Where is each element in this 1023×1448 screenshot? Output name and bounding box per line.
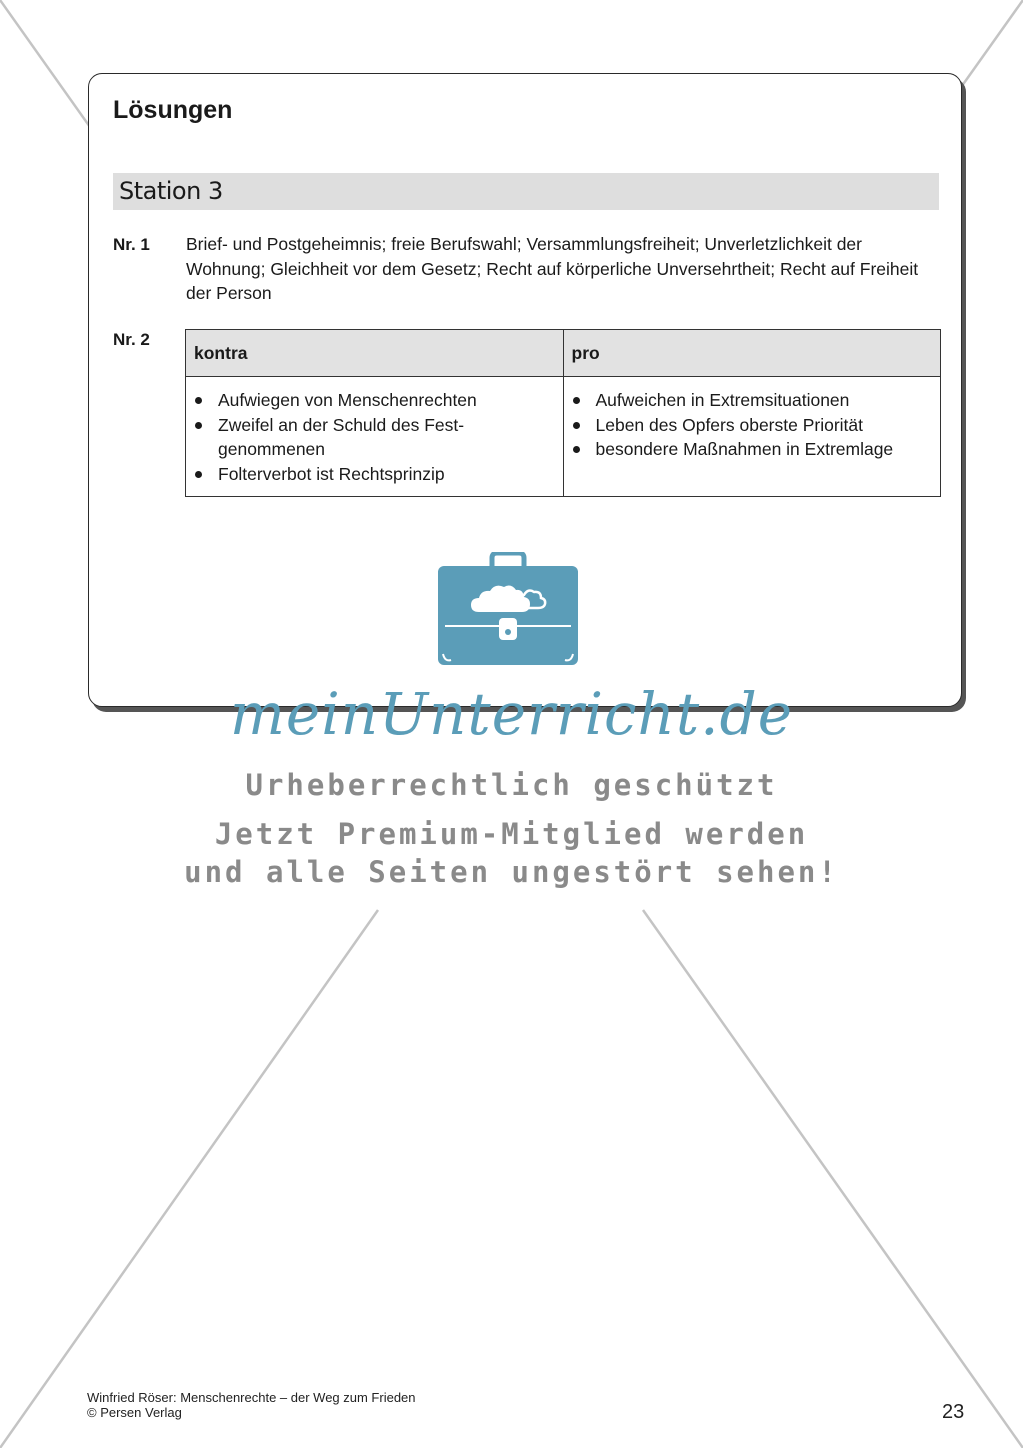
list-item: Zweifel an der Schuld des Fest-genommenen	[194, 413, 555, 462]
page-number: 23	[942, 1401, 965, 1423]
task-1-answer: Brief- und Postgeheimnis; freie Berufswahl; Versammlungsfreiheit; Unverletzlichkeit der Wohnung; Gleichheit vor dem Gesetz; Recht auf körperliche Unversehrtheit; Recht auf Freiheit der Person	[186, 234, 919, 303]
station-label: Station 3	[119, 177, 223, 205]
footer-publisher: © Persen Verlag	[87, 1405, 182, 1420]
premium-notice-line-1: Jetzt Premium-Mitglied werden	[214, 817, 809, 851]
pro-list	[572, 388, 933, 462]
list-item: besondere Maßnahmen in Extremlage	[572, 437, 933, 462]
column-header-kontra: kontra	[186, 330, 564, 377]
brand-watermark: meinUnterricht.de	[229, 680, 794, 748]
list-item: Aufweichen in Extremsituationen	[572, 388, 933, 413]
list-item: Leben des Opfers oberste Priorität	[572, 413, 933, 438]
task-1-label: Nr. 1	[113, 235, 150, 254]
copyright-notice: Urheberrechtlich geschützt	[245, 768, 778, 802]
card-title: Lösungen	[113, 96, 233, 124]
pro-cell	[563, 377, 941, 497]
column-header-pro: pro	[563, 330, 941, 377]
footer-book-title: Winfried Röser: Menschenrechte – der Weg zum Frieden	[87, 1390, 416, 1405]
kontra-list	[194, 388, 555, 486]
kontra-cell	[186, 377, 564, 497]
list-item: Aufwiegen von Menschenrechten	[194, 388, 555, 413]
footer-credits	[87, 1390, 416, 1420]
briefcase-cloud-icon	[437, 552, 579, 666]
premium-notice-line-2: und alle Seiten ungestört sehen!	[184, 855, 839, 889]
list-item: Folterverbot ist Rechtsprinzip	[194, 462, 555, 487]
station-header	[113, 173, 939, 210]
task-2-label: Nr. 2	[113, 330, 150, 349]
pro-contra-table	[185, 329, 941, 497]
